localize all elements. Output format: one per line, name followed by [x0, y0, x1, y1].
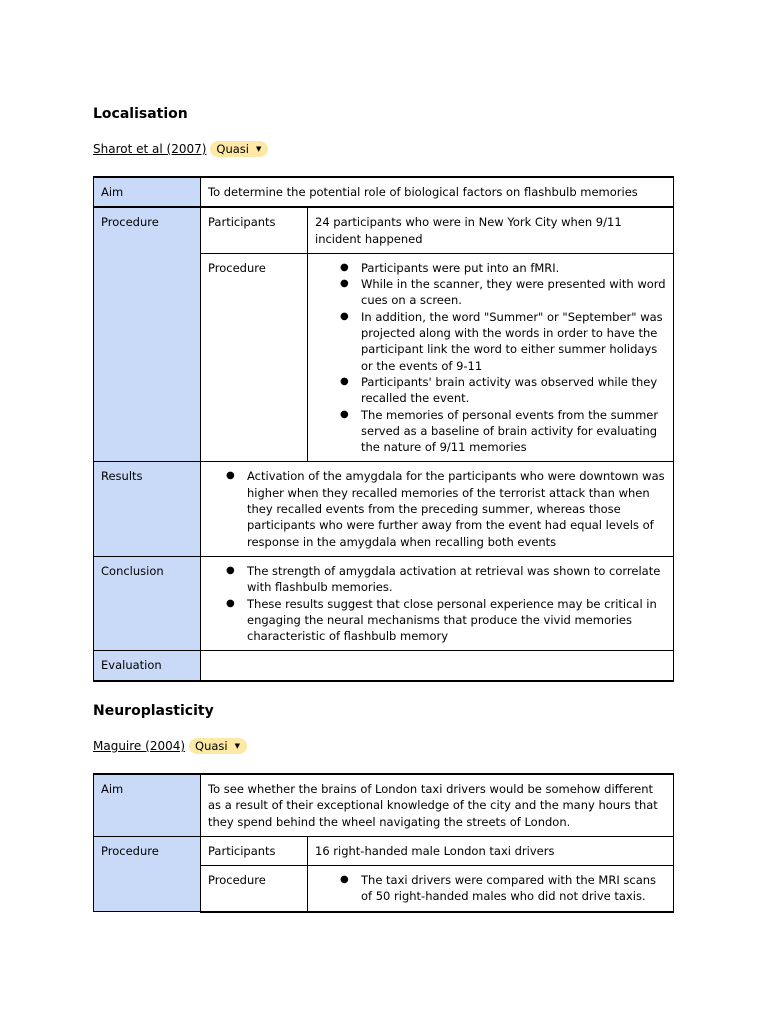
list-item: ● Participants' brain activity was observed while they recalled the event.: [315, 374, 666, 407]
list-item: ● The memories of personal events from the summer served as a baseline of brain activity for evaluating the nature of 9/11 memories: [315, 407, 666, 456]
sub-label-participants: Participants: [201, 207, 308, 253]
row-label-aim: Aim: [94, 177, 201, 207]
row-label-conclusion: Conclusion: [94, 556, 201, 650]
list-item: ● The strength of amygdala activation at retrieval was shown to correlate with flashbulb memories.: [201, 563, 666, 596]
section-heading-neuroplasticity: Neuroplasticity: [93, 703, 214, 719]
study-reference-maguire: [93, 737, 247, 755]
table-row-results: [94, 462, 674, 556]
list-item: ● Activation of the amygdala for the participants who were downtown was higher when they recalled memories of the terrorist attack than when they recalled events from the preceding summer, whereas those participants who were further away from the event had equal levels of response in the amygdala when recalling both events: [201, 468, 666, 549]
list-item: ● The taxi drivers were compared with the MRI scans of 50 right-handed males who did not drive taxis.: [315, 872, 666, 905]
chip-label: Quasi: [216, 142, 249, 156]
row-label-procedure: Procedure: [94, 836, 201, 911]
table-row-aim: [94, 774, 674, 836]
list-item: ● Participants were put into an fMRI.: [315, 260, 666, 276]
table-row-aim: [94, 177, 674, 207]
study-table-sharot: [93, 176, 674, 682]
study-table-maguire: [93, 773, 674, 913]
chip-label: Quasi: [195, 739, 228, 753]
table-row-evaluation: [94, 651, 674, 682]
study-reference-sharot: [93, 140, 268, 158]
study-link[interactable]: Sharot et al (2007): [93, 142, 207, 156]
list-item: ● These results suggest that close personal experience may be critical in engaging the neural mechanisms that produce the vivid memories characteristic of flashbulb memory: [201, 596, 666, 645]
row-label-aim: Aim: [94, 774, 201, 836]
sub-label-procedure: Procedure: [201, 866, 308, 912]
list-item: ● While in the scanner, they were presented with word cues on a screen.: [315, 276, 666, 309]
results-list: [201, 468, 666, 549]
section-heading-localisation: Localisation: [93, 106, 188, 122]
aim-text: To determine the potential role of biological factors on flashbulb memories: [201, 177, 674, 207]
dropdown-caret-icon: ▼: [234, 742, 241, 750]
sub-label-procedure: Procedure: [201, 253, 308, 462]
participants-text: 24 participants who were in New York City when 9/11 incident happened: [308, 207, 674, 253]
study-type-chip[interactable]: [210, 141, 268, 157]
aim-text: To see whether the brains of London taxi drivers would be somehow different as a result of their exceptional knowledge of the city and the many hours that they spend behind the wheel navigating the streets of London.: [201, 774, 674, 836]
list-item: ● In addition, the word "Summer" or "September" was projected along with the words in order to have the participant link the word to either summer holidays or the events of 9-11: [315, 309, 666, 374]
table-row-procedure: [94, 207, 674, 253]
dropdown-caret-icon: ▼: [256, 145, 262, 153]
sub-label-participants: Participants: [201, 836, 308, 865]
participants-text: 16 right-handed male London taxi drivers: [308, 836, 674, 865]
study-link[interactable]: Maguire (2004): [93, 739, 186, 753]
row-label-results: Results: [94, 462, 201, 556]
row-label-procedure: Procedure: [94, 207, 201, 462]
study-type-chip[interactable]: [189, 738, 247, 754]
row-label-evaluation: Evaluation: [94, 651, 201, 682]
conclusion-list: [201, 563, 666, 644]
procedure-list: [315, 260, 666, 456]
table-row-procedure: [94, 836, 674, 865]
procedure-list: [315, 872, 666, 905]
table-row-conclusion: [94, 556, 674, 650]
evaluation-text: [201, 651, 674, 682]
